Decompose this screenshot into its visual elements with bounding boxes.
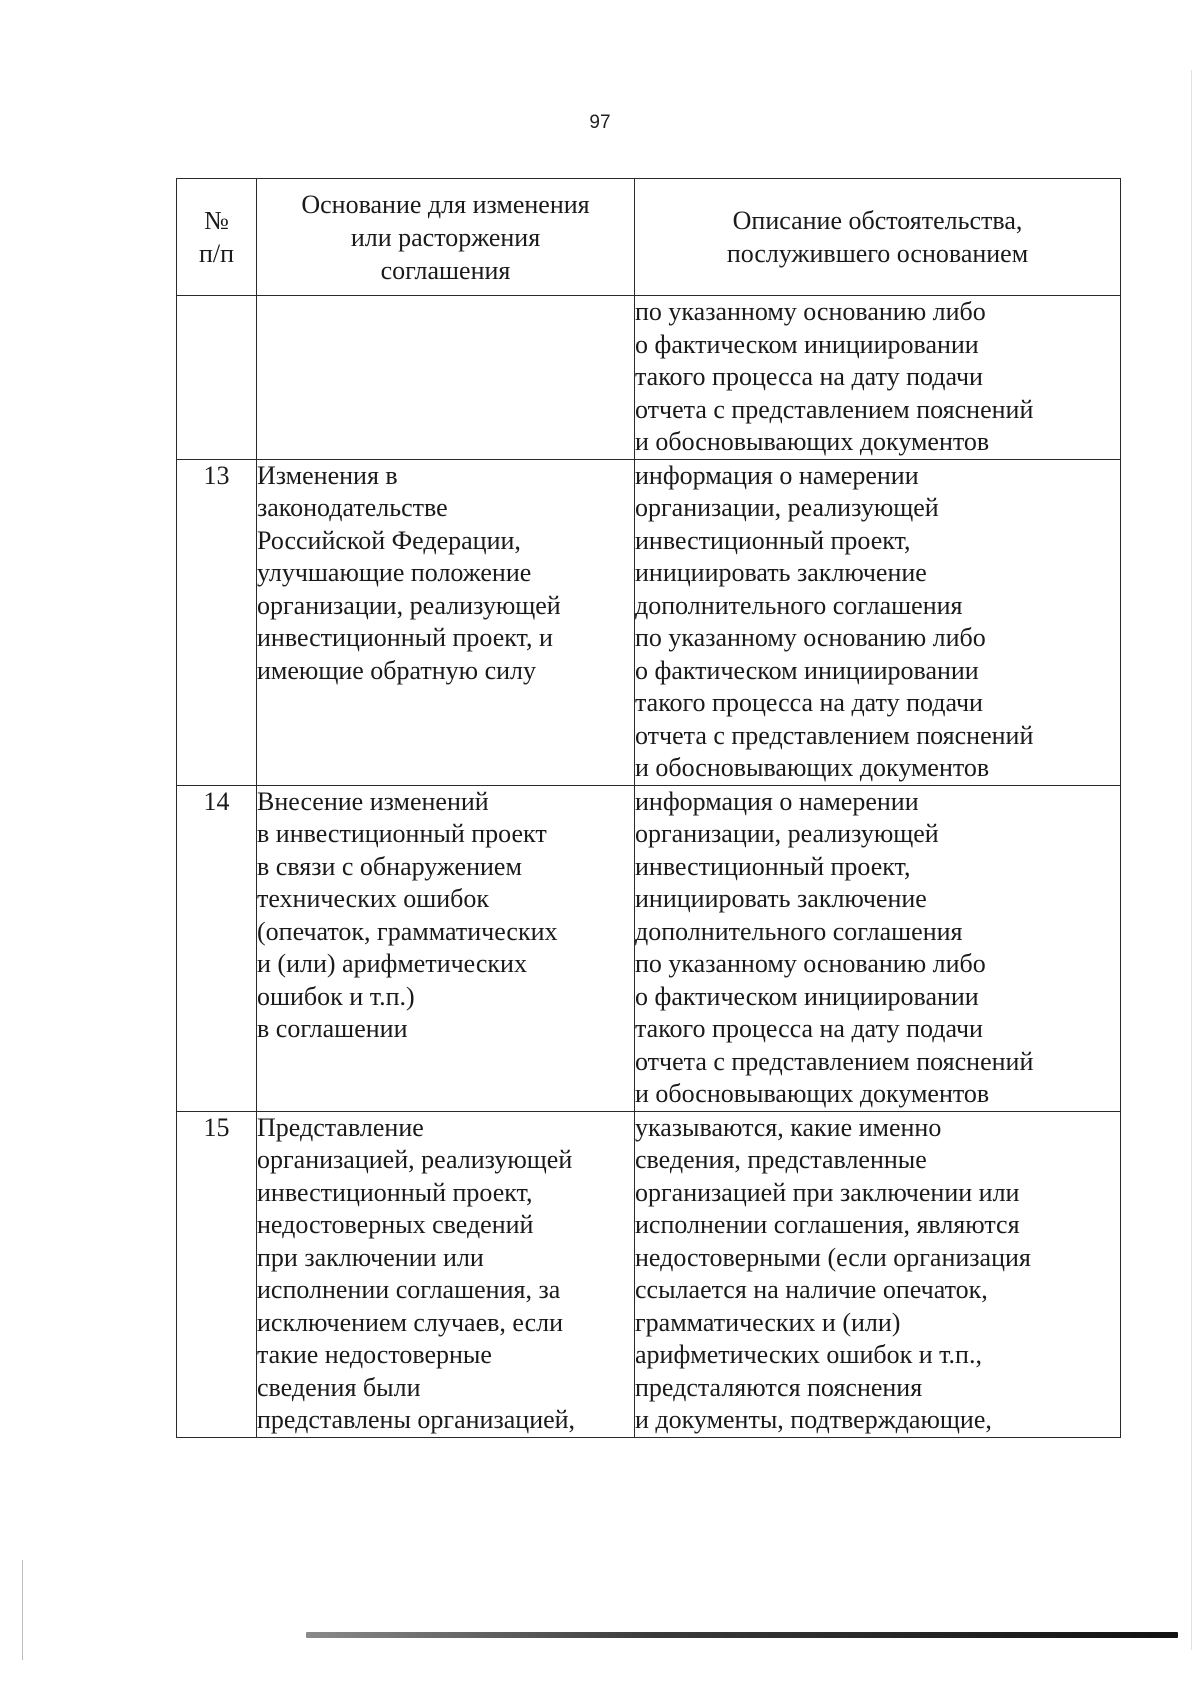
description-text-line: арифметических ошибок и т.п., [635, 1340, 982, 1369]
description-text-line: ссылается на наличие опечаток, [635, 1275, 988, 1304]
header-number [177, 179, 257, 296]
description-text-line: о фактическом инициировании [635, 655, 979, 685]
description-text-line: о фактическом инициировании [635, 981, 979, 1011]
description-cell [635, 296, 1121, 460]
basis-text-line: представлены организацией, [257, 1405, 576, 1434]
description-text-line: такого процесса на дату подачи [635, 362, 983, 391]
header-line: соглашения [380, 255, 511, 285]
header-line: № [204, 206, 229, 235]
row-number-cell [177, 296, 257, 460]
description-text-line: дополнительного соглашения [635, 916, 963, 946]
basis-text-line: сведения были [257, 1372, 421, 1402]
basis-text-line: при заключении или [257, 1242, 484, 1272]
basis-text-line: улучшающие положение [257, 558, 532, 587]
description-text-line: инициировать заключение [635, 884, 927, 913]
header-line: Основание для изменения [301, 189, 590, 219]
description-text-line: дополнительного соглашения [635, 590, 963, 620]
basis-text-line: в связи с обнаружением [257, 851, 522, 881]
basis-text-line: инвестиционный проект, [257, 1177, 533, 1207]
description-text-line: организации, реализующей [635, 819, 939, 848]
description-text-line: исполнении соглашения, являются [635, 1210, 1020, 1239]
basis-text-line: организацией, реализующей [257, 1145, 573, 1174]
basis-text-line: организации, реализующей [257, 590, 561, 620]
basis-text-line: исполнении соглашения, за [257, 1275, 561, 1304]
table-header-row [177, 179, 1121, 296]
description-text-line: по указанному основанию либо [635, 297, 986, 326]
basis-text-line: Изменения в [257, 460, 398, 490]
description-text-line: по указанному основанию либо [635, 623, 986, 652]
table-row [177, 785, 1121, 1111]
basis-text-line: (опечаток, грамматических [257, 916, 558, 946]
table-header [177, 179, 1121, 296]
description-text-line: предсталяются пояснения [635, 1372, 923, 1402]
description-text-line: инициировать заключение [635, 558, 927, 587]
description-text-line: отчета с представлением пояснений [635, 1046, 1034, 1076]
description-text-line: и документы, подтверждающие, [635, 1405, 992, 1434]
description-text-line: и обосновывающих документов [635, 427, 990, 456]
description-text-line: грамматических и (или) [635, 1307, 901, 1337]
description-text-line: отчета с представлением пояснений [635, 394, 1034, 424]
basis-cell [257, 1111, 635, 1437]
scan-edge-line [1191, 70, 1192, 1650]
description-cell [635, 785, 1121, 1111]
description-cell [635, 1111, 1121, 1437]
row-number-cell: 13 [177, 459, 257, 785]
basis-text-line: технических ошибок [257, 884, 490, 913]
document-table [176, 178, 1121, 1438]
basis-text-line: исключением случаев, если [257, 1307, 563, 1337]
basis-text-line: инвестиционный проект, и [257, 623, 553, 652]
row-number-cell: 15 [177, 1111, 257, 1437]
header-description [635, 179, 1121, 296]
basis-cell [257, 785, 635, 1111]
description-cell [635, 459, 1121, 785]
description-text-line: сведения, представленные [635, 1145, 927, 1174]
row-number-cell: 14 [177, 785, 257, 1111]
basis-text-line: в инвестиционный проект [257, 819, 547, 848]
basis-text-line: Представление [257, 1112, 424, 1142]
description-text-line: организацией при заключении или [635, 1177, 1020, 1207]
table-row [177, 296, 1121, 460]
basis-text-line: имеющие обратную силу [257, 655, 537, 685]
basis-text-line: Российской Федерации, [257, 525, 521, 555]
table-row [177, 459, 1121, 785]
header-line: или расторжения [350, 222, 541, 252]
header-line: п/п [198, 239, 235, 268]
scan-bottom-bar [306, 1632, 1178, 1638]
description-text-line: и обосновывающих документов [635, 1079, 990, 1108]
description-text-line: такого процесса на дату подачи [635, 688, 983, 717]
description-text-line: инвестиционный проект, [635, 851, 911, 881]
table-body [177, 296, 1121, 1438]
description-text-line: инвестиционный проект, [635, 525, 911, 555]
description-text-line: о фактическом инициировании [635, 329, 979, 359]
table-row [177, 1111, 1121, 1437]
header-line: Описание обстоятельства, [732, 206, 1023, 235]
description-text-line: по указанному основанию либо [635, 949, 986, 978]
basis-text-line: Внесение изменений [257, 786, 489, 816]
basis-text-line: в соглашении [257, 1014, 408, 1043]
description-text-line: такого процесса на дату подачи [635, 1014, 983, 1043]
header-basis [257, 179, 635, 296]
description-text-line: недостоверными (если организация [635, 1242, 1031, 1272]
scan-edge-line [22, 1560, 23, 1660]
page-number: 97 [589, 112, 611, 133]
description-text-line: и обосновывающих документов [635, 753, 990, 782]
description-text-line: информация о намерении [635, 460, 919, 490]
description-text-line: организации, реализующей [635, 493, 939, 522]
basis-text-line: недостоверных сведений [257, 1210, 534, 1239]
description-text-line: информация о намерении [635, 786, 919, 816]
basis-cell [257, 296, 635, 460]
description-text-line: указываются, какие именно [635, 1112, 942, 1142]
header-line: послужившего основанием [726, 239, 1029, 268]
basis-text-line: и (или) арифметических [257, 949, 527, 978]
basis-text-line: ошибок и т.п.) [257, 981, 415, 1011]
basis-text-line: законодательстве [257, 493, 448, 522]
description-text-line: отчета с представлением пояснений [635, 720, 1034, 750]
basis-cell [257, 459, 635, 785]
basis-text-line: такие недостоверные [257, 1340, 492, 1369]
